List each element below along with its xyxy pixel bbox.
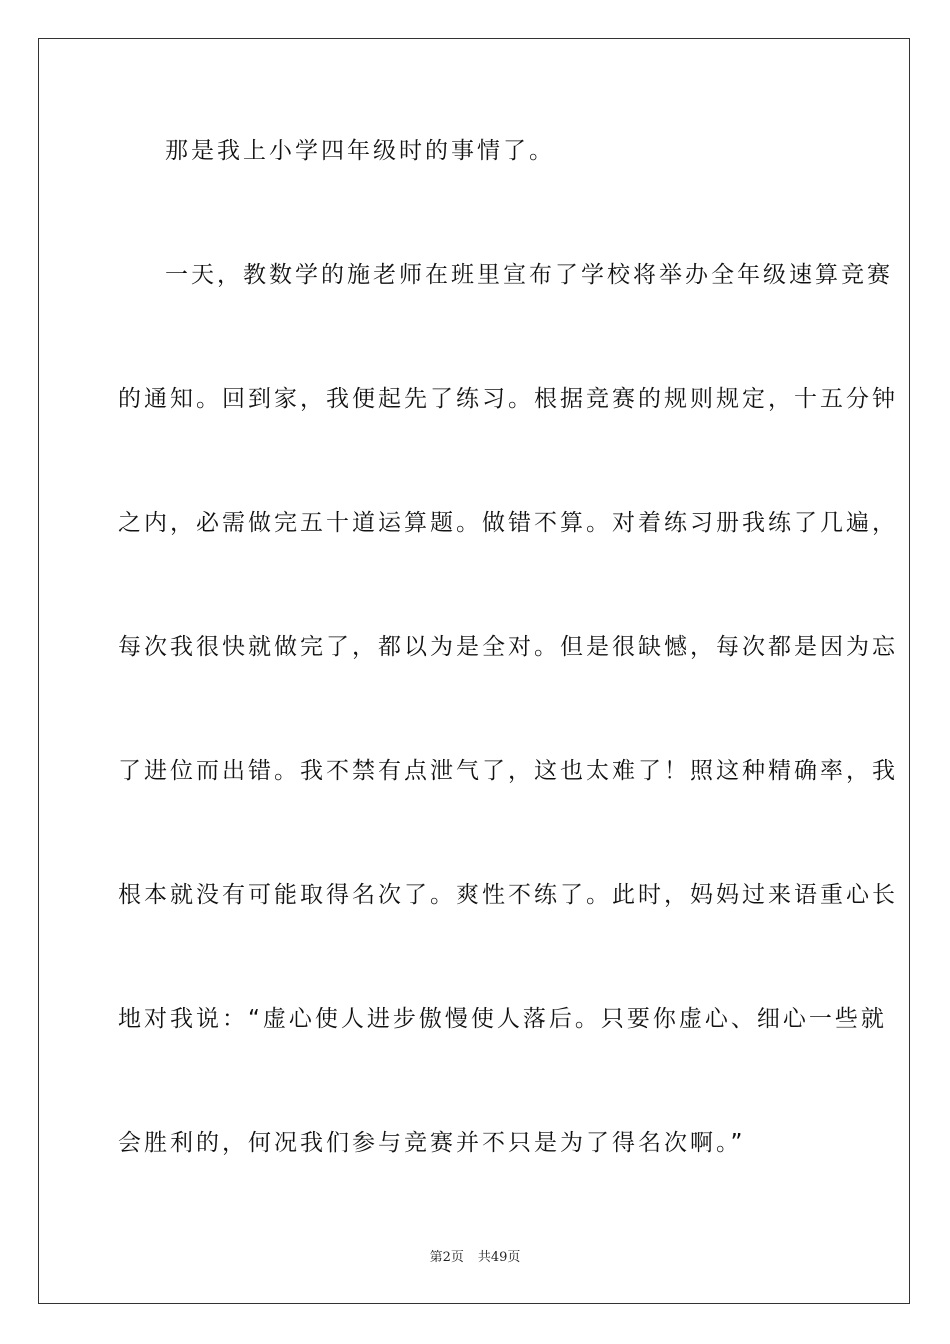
paragraph-2-line-2: 的通知。回到家，我便起先了练习。根据竞赛的规则规定，十五分钟	[118, 386, 898, 412]
page-footer	[0, 1246, 950, 1265]
page-number: 第2页	[429, 1250, 464, 1265]
paragraph-1-line-1: 那是我上小学四年级时的事情了。	[165, 138, 555, 164]
paragraph-2-line-4: 每次我很快就做完了，都以为是全对。但是很缺憾，每次都是因为忘	[118, 634, 898, 660]
paragraph-2-line-3: 之内，必需做完五十道运算题。做错不算。对着练习册我练了几遍，	[118, 510, 898, 536]
page-border	[38, 38, 910, 1304]
paragraph-2-line-7: 地对我说：“虚心使人进步傲慢使人落后。只要你虚心、细心一些就	[118, 1006, 887, 1032]
paragraph-2-line-6: 根本就没有可能取得名次了。爽性不练了。此时，妈妈过来语重心长	[118, 882, 898, 908]
paragraph-2-line-1: 一天，教数学的施老师在班里宣布了学校将举办全年级速算竞赛	[165, 262, 893, 288]
paragraph-2-line-8: 会胜利的，何况我们参与竞赛并不只是为了得名次啊。”	[118, 1130, 746, 1156]
paragraph-2-line-5: 了进位而出错。我不禁有点泄气了，这也太难了！照这种精确率，我	[118, 758, 898, 784]
total-pages: 共49页	[477, 1250, 521, 1265]
